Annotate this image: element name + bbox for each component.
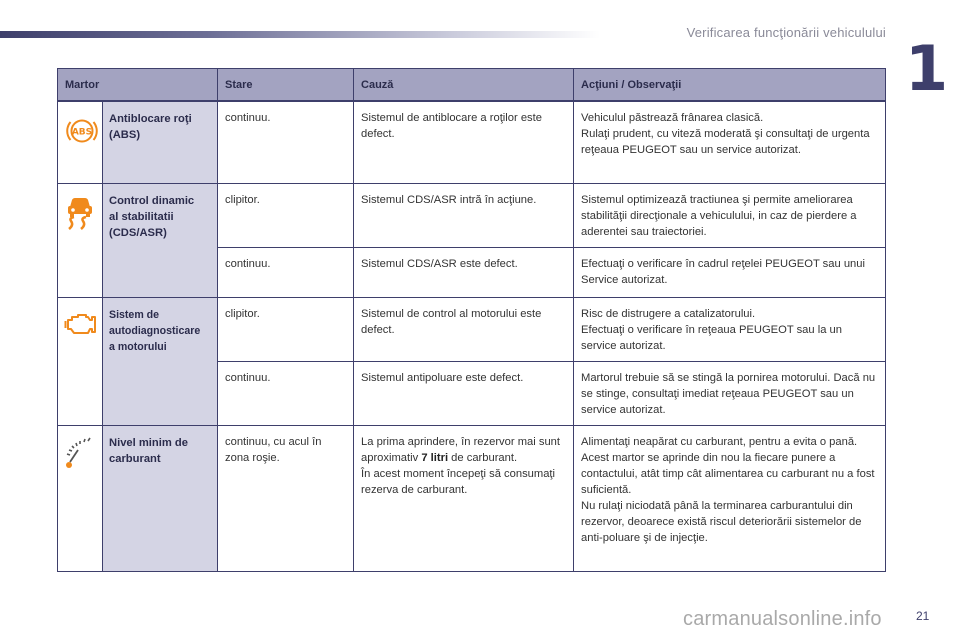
state-cell: clipitor. [218,297,354,361]
state-cell: clipitor. [218,183,354,247]
cause-cell: La prima aprindere, în rezervor mai sunt aproximativ 7 litri de carburant. În acest moment începeţi să consumaţi rezerva de carburant. [354,425,574,571]
indicator-icon-cell [58,297,103,425]
cause-cell: Sistemul CDS/ASR este defect. [354,247,574,297]
column-header-martor: Martor [58,69,218,102]
indicator-name: Nivel minim de carburant [103,425,218,571]
cause-cell: Sistemul de antiblocare a roţilor este defect. [354,101,574,183]
table-row [58,297,886,361]
column-header-actiuni: Acţiuni / Observaţii [574,69,886,102]
state-cell: continuu, cu acul în zona roşie. [218,425,354,571]
state-cell: continuu. [218,361,354,425]
svg-text:ABS: ABS [71,127,93,138]
action-cell: Efectuaţi o verificare în cadrul reţelei PEUGEOT sau unui Service autorizat. [574,247,886,297]
header-decoration-bar [0,31,600,38]
table-row [58,183,886,247]
action-cell: Vehiculul păstrează frânarea clasică. Rulaţi prudent, cu viteză moderată şi consultaţi de urgenta reţeaua PEUGEOT sau un service autorizat. [574,101,886,183]
action-cell: Risc de distrugere a catalizatorului. Efectuaţi o verificare în reţeaua PEUGEOT sau la un service autorizat. [574,297,886,361]
watermark: carmanualsonline.info [683,608,882,630]
table-row [58,425,886,571]
skidding-car-icon [58,184,102,232]
chapter-number: 1 [905,32,949,105]
action-cell: Sistemul optimizează tractiunea şi permite ameliorarea stabilităţii direcţionale a vehiculului, in caz de pierdere a aderentei sau traiectoriei. [574,183,886,247]
indicator-name: Antiblocare roţi (ABS) [103,101,218,183]
section-title: Verificarea funcţionării vehiculului [686,25,886,40]
action-cell: Alimentaţi neapărat cu carburant, pentru a evita o pană. Acest martor se aprinde din nou la fiecare punere a contactului, atât timp cât alimentarea cu carburant nu a fost suficientă. Nu rulaţi niciodată până la terminarea carburantului din rezervor, deoarece există riscul deteriorării sistemelor de anti-poluare şi de injecţie. [574,425,886,571]
cause-cell: Sistemul CDS/ASR intră în acţiune. [354,183,574,247]
table-header-row [58,69,886,102]
fuel-gauge-low-icon [58,426,102,470]
engine-check-icon [58,298,102,338]
column-header-stare: Stare [218,69,354,102]
indicator-icon-cell [58,183,103,297]
column-header-cauza: Cauză [354,69,574,102]
indicator-name: Sistem de autodiagnosticare a motorului [103,297,218,425]
table-row [58,101,886,183]
state-cell: continuu. [218,247,354,297]
abs-warning-icon [58,102,102,146]
indicator-icon-cell [58,425,103,571]
cause-cell: Sistemul antipoluare este defect. [354,361,574,425]
indicator-name: Control dinamic al stabilitatii (CDS/ASR) [103,183,218,297]
page-number: 21 [916,609,930,623]
action-cell: Martorul trebuie să se stingă la pornirea motorului. Dacă nu se stinge, consultaţi imediat reţeaua PEUGEOT sau un service autorizat. [574,361,886,425]
warning-lights-table [57,68,886,572]
state-cell: continuu. [218,101,354,183]
cause-cell: Sistemul de control al motorului este defect. [354,297,574,361]
indicator-icon-cell [58,101,103,183]
